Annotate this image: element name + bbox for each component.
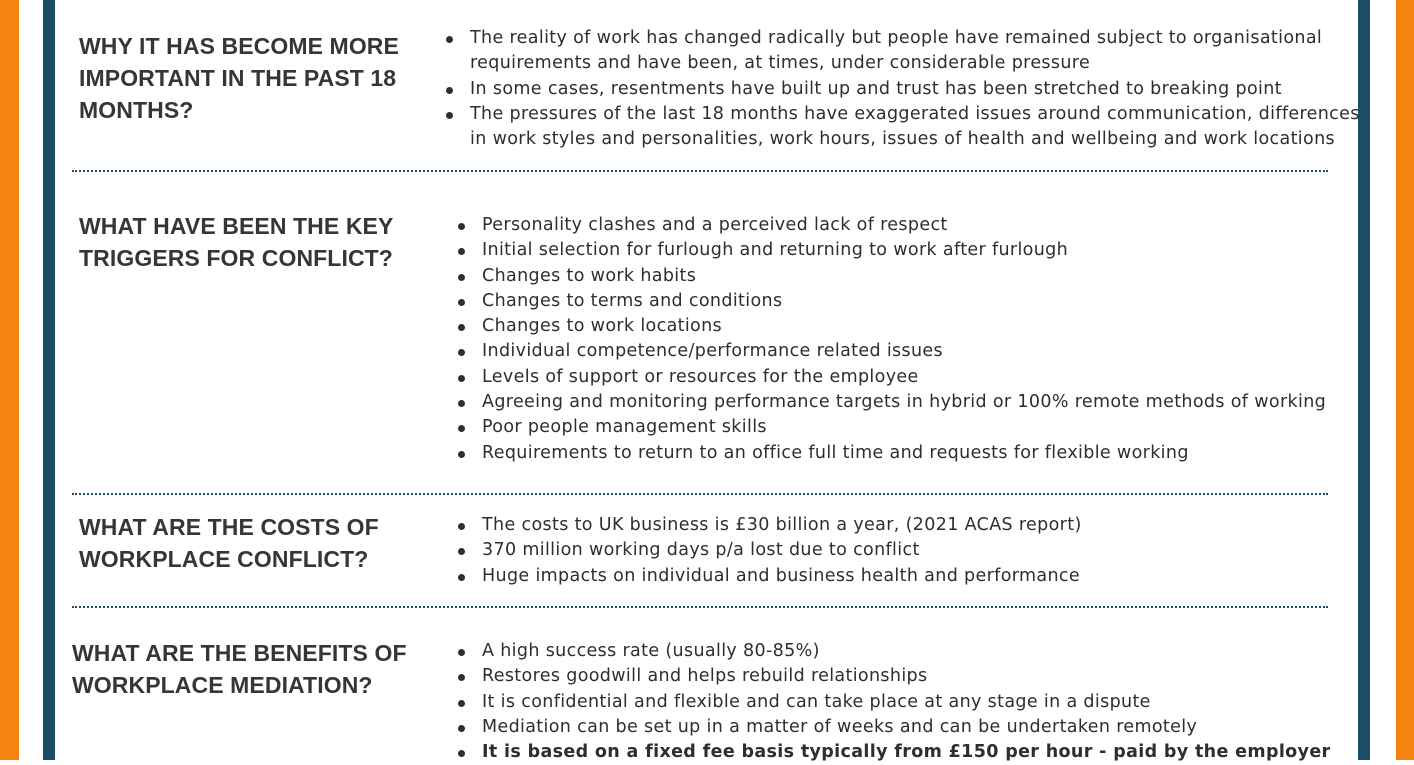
list-item: It is based on a fixed fee basis typically from £150 per hour - paid by the employer xyxy=(455,740,1335,765)
list-item: Restores goodwill and helps rebuild relationships xyxy=(455,664,1335,689)
list-item: Agreeing and monitoring performance targets in hybrid or 100% remote methods of working xyxy=(455,390,1335,415)
list-item: Changes to work habits xyxy=(455,264,1335,289)
list-item: Changes to terms and conditions xyxy=(455,289,1335,314)
costs-list xyxy=(455,513,1335,589)
list-item: In some cases, resentments have built up and trust has been stretched to breaking point xyxy=(443,77,1363,102)
section-divider xyxy=(72,606,1328,608)
list-item: Poor people management skills xyxy=(455,415,1335,440)
triggers-list xyxy=(455,213,1335,466)
list-item: Huge impacts on individual and business health and performance xyxy=(455,564,1335,589)
list-item: It is confidential and flexible and can take place at any stage in a dispute xyxy=(455,690,1335,715)
list-item: A high success rate (usually 80-85%) xyxy=(455,639,1335,664)
list-item: Changes to work locations xyxy=(455,314,1335,339)
list-item: The reality of work has changed radically but people have remained subject to organisational requirements and have been, at times, under considerable pressure xyxy=(443,26,1363,77)
list-item: Personality clashes and a perceived lack of respect xyxy=(455,213,1335,238)
list-item: The pressures of the last 18 months have exaggerated issues around communication, differences in work styles and personalities, work hours, issues of health and wellbeing and work locations xyxy=(443,102,1363,153)
section-heading-costs: WHAT ARE THE COSTS OF WORKPLACE CONFLICT? xyxy=(79,514,379,572)
section-heading-benefits: WHAT ARE THE BENEFITS OF WORKPLACE MEDIATION? xyxy=(72,640,407,698)
list-item: Levels of support or resources for the employee xyxy=(455,365,1335,390)
right-orange-border xyxy=(1396,0,1414,760)
section-divider xyxy=(72,170,1328,172)
benefits-list xyxy=(455,639,1335,765)
left-orange-border xyxy=(0,0,19,760)
list-item: Mediation can be set up in a matter of weeks and can be undertaken remotely xyxy=(455,715,1335,740)
importance-list xyxy=(443,26,1363,152)
list-item: Individual competence/performance related issues xyxy=(455,339,1335,364)
list-item: The costs to UK business is £30 billion a year, (2021 ACAS report) xyxy=(455,513,1335,538)
list-item: Initial selection for furlough and returning to work after furlough xyxy=(455,238,1335,263)
section-heading-importance: WHY IT HAS BECOME MORE IMPORTANT IN THE PAST 18 MONTHS? xyxy=(79,33,399,123)
list-item: Requirements to return to an office full time and requests for flexible working xyxy=(455,441,1335,466)
list-item: 370 million working days p/a lost due to conflict xyxy=(455,538,1335,563)
section-divider xyxy=(72,493,1328,495)
section-heading-triggers: WHAT HAVE BEEN THE KEY TRIGGERS FOR CONFLICT? xyxy=(79,213,394,271)
